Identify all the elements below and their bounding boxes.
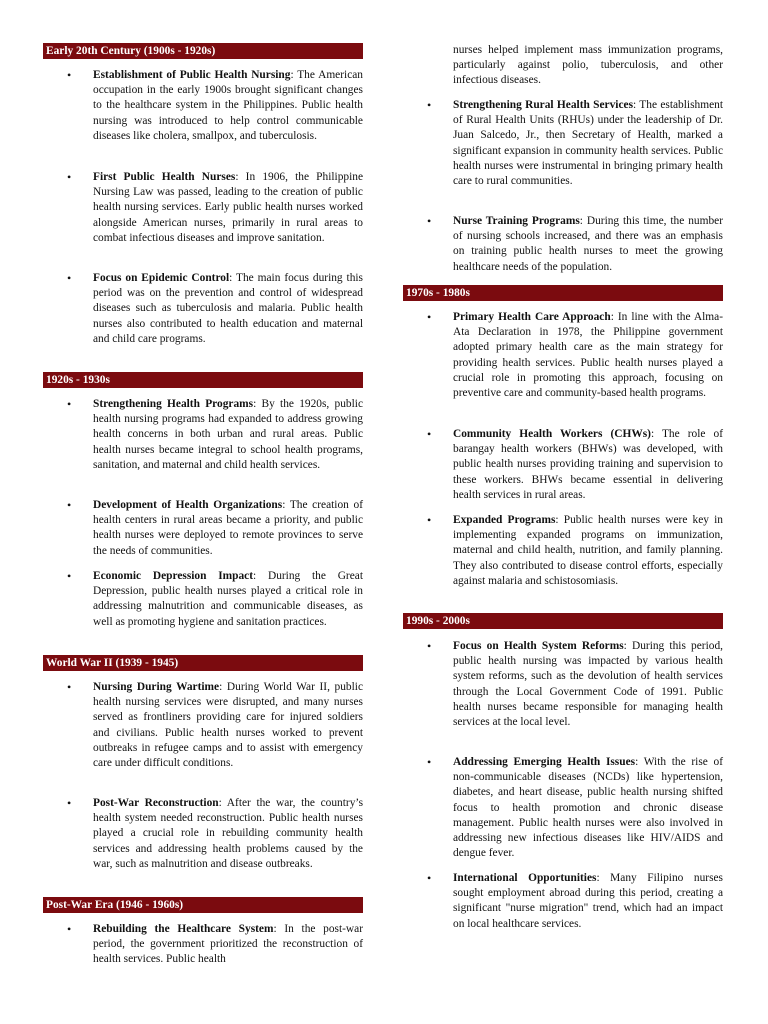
section-header: Early 20th Century (1900s - 1920s) — [43, 43, 363, 59]
item-term: Nurse Training Programs — [453, 215, 580, 227]
section-header: Post-War Era (1946 - 1960s) — [43, 897, 363, 913]
item-term: First Public Health Nurses — [93, 171, 236, 183]
item-term: Focus on Epidemic Control — [93, 272, 230, 284]
bullet: • — [67, 271, 72, 285]
item-body: : During the Great Depression, public health nurses played a critical role in addressing malnutrition and communicable diseases, as well as promoting hygiene and sanitation practices. — [93, 570, 363, 628]
list-item — [43, 498, 363, 559]
item-body: : During this period, public health nursing was impacted by various health system reforms, such as the devolution of health services through the Local Government Code of 1991. Public health nurses became responsible for managing health services at the local level. — [453, 640, 723, 729]
bullet: • — [67, 498, 72, 512]
item-term: Focus on Health System Reforms — [453, 640, 624, 652]
section-header: 1990s - 2000s — [403, 613, 723, 629]
item-term: International Opportunities — [453, 872, 597, 884]
list-item — [403, 310, 723, 401]
bullet: • — [67, 569, 72, 583]
bullet: • — [67, 397, 72, 411]
list-item — [43, 170, 363, 246]
item-body: : After the war, the country’s health system needed reconstruction. Public health nurses played a crucial role in rebuilding community health services and addressing health problems caused by the war, such as malnutrition and disease outbreaks. — [93, 797, 364, 870]
continued-body: nurses helped implement mass immunization programs, particularly against polio, tuberculosis, and other infectious diseases. — [453, 44, 723, 87]
item-term: Nursing During Wartime — [93, 681, 220, 693]
bullet: • — [67, 170, 72, 184]
section-header: World War II (1939 - 1945) — [43, 655, 363, 671]
item-body: : By the 1920s, public health nursing programs had expanded to address growing health concerns in both urban and rural areas. Public health nurses became integral to school health programs, sanitation, and maternal and child health services. — [93, 398, 364, 471]
list-item — [403, 639, 723, 730]
item-term: Rebuilding the Healthcare System — [93, 923, 274, 935]
list-item — [403, 214, 723, 275]
list-item — [43, 68, 363, 144]
list-item — [403, 427, 723, 503]
item-term: Strengthening Rural Health Services — [453, 99, 634, 111]
bullet: • — [427, 513, 432, 527]
continued-text — [403, 43, 723, 89]
list-item — [403, 871, 723, 932]
list-item — [43, 796, 363, 872]
bullet: • — [427, 214, 432, 228]
bullet: • — [67, 68, 72, 82]
item-term: Post-War Reconstruction — [93, 797, 219, 809]
item-body: : With the rise of non-communicable diseases (NCDs) like hypertension, diabetes, and heart disease, public health nursing shifted focus to health promotion and chronic disease management. Public health nurses were also involved in addressing new infectious diseases like HIV/AIDS and dengue fever. — [453, 756, 723, 860]
item-body: : Public health nurses were key in implementing expanded programs on immunization, maternal and child health, nutrition, and family planning. They also contributed to disease control efforts, especially against malaria and schistosomiasis. — [453, 514, 723, 587]
bullet: • — [427, 871, 432, 885]
item-body: : In the post-war period, the government prioritized the reconstruction of health services. Public health — [93, 923, 363, 966]
bullet: • — [67, 796, 72, 810]
bullet: • — [67, 922, 72, 936]
list-item — [403, 513, 723, 589]
section-header: 1970s - 1980s — [403, 285, 723, 301]
list-item — [43, 680, 363, 771]
item-body: : During World War II, public health nursing services were disrupted, and many nurses served as frontliners providing care for injured soldiers and civilians. Public health nurses worked to prevent outbreaks in refugee camps and to assist with emergency care under difficult conditions. — [93, 681, 363, 770]
list-item — [403, 755, 723, 861]
bullet: • — [67, 680, 72, 694]
item-body: : The main focus during this period was on the prevention and control of widespread diseases such as tuberculosis and malaria. Public health nurses also contributed to health education and maternal and child care programs. — [93, 272, 363, 345]
bullet: • — [427, 755, 432, 769]
item-term: Strengthening Health Programs — [93, 398, 254, 410]
list-item — [43, 922, 363, 968]
bullet: • — [427, 310, 432, 324]
item-body: : The role of barangay health workers (BHWs) was developed, with public health nurses providing training and supervision to these workers. BHWs became essential in delivering health services in rural areas. — [453, 428, 723, 501]
list-item — [43, 271, 363, 347]
item-body: : The creation of health centers in rural areas became a priority, and public health nurses were deployed to remote provinces to serve the needs of communities. — [93, 499, 363, 557]
item-term: Community Health Workers (CHWs) — [453, 428, 651, 440]
bullet: • — [427, 98, 432, 112]
item-term: Addressing Emerging Health Issues — [453, 756, 636, 768]
item-body: : The establishment of Rural Health Units (RHUs) under the leadership of Dr. Juan Salcedo, Jr., then Secretary of Health, marked a significant expansion in community health services. Public health nurses were instrumental in bringing primary health care to rural communities. — [453, 99, 723, 188]
item-term: Expanded Programs — [453, 514, 556, 526]
bullet: • — [427, 427, 432, 441]
section-header: 1920s - 1930s — [43, 372, 363, 388]
item-term: Primary Health Care Approach — [453, 311, 611, 323]
item-body: : In line with the Alma-Ata Declaration in 1978, the Philippine government adopted primary health care as the main strategy for providing health services. Public health nurses played a crucial role in promoting this approach, focusing on preventive care and community-based health programs. — [453, 311, 723, 400]
item-body: : The American occupation in the early 1900s brought significant changes to the healthcare system in the Philippines. Public health nursing was introduced to help control communicable diseases like cholera, smallpox, and tuberculosis. — [93, 69, 364, 142]
item-body: : In 1906, the Philippine Nursing Law was passed, leading to the creation of public health nursing services. Early public health nurses worked alongside American nurses, primarily in rural areas to combat infectious diseases and improve sanitation. — [93, 171, 364, 244]
item-term: Development of Health Organizations — [93, 499, 283, 511]
item-term: Establishment of Public Health Nursing — [93, 69, 291, 81]
list-item — [403, 98, 723, 189]
list-item — [43, 569, 363, 630]
item-body: : Many Filipino nurses sought employment abroad during this period, creating a significant "nurse migration" trend, which had an impact on local healthcare services. — [453, 872, 723, 930]
item-body: : During this time, the number of nursing schools increased, and there was an emphasis on training public health nurses to meet the growing healthcare needs of the population. — [453, 215, 723, 273]
list-item — [43, 397, 363, 473]
bullet: • — [427, 639, 432, 653]
item-term: Economic Depression Impact — [93, 570, 254, 582]
